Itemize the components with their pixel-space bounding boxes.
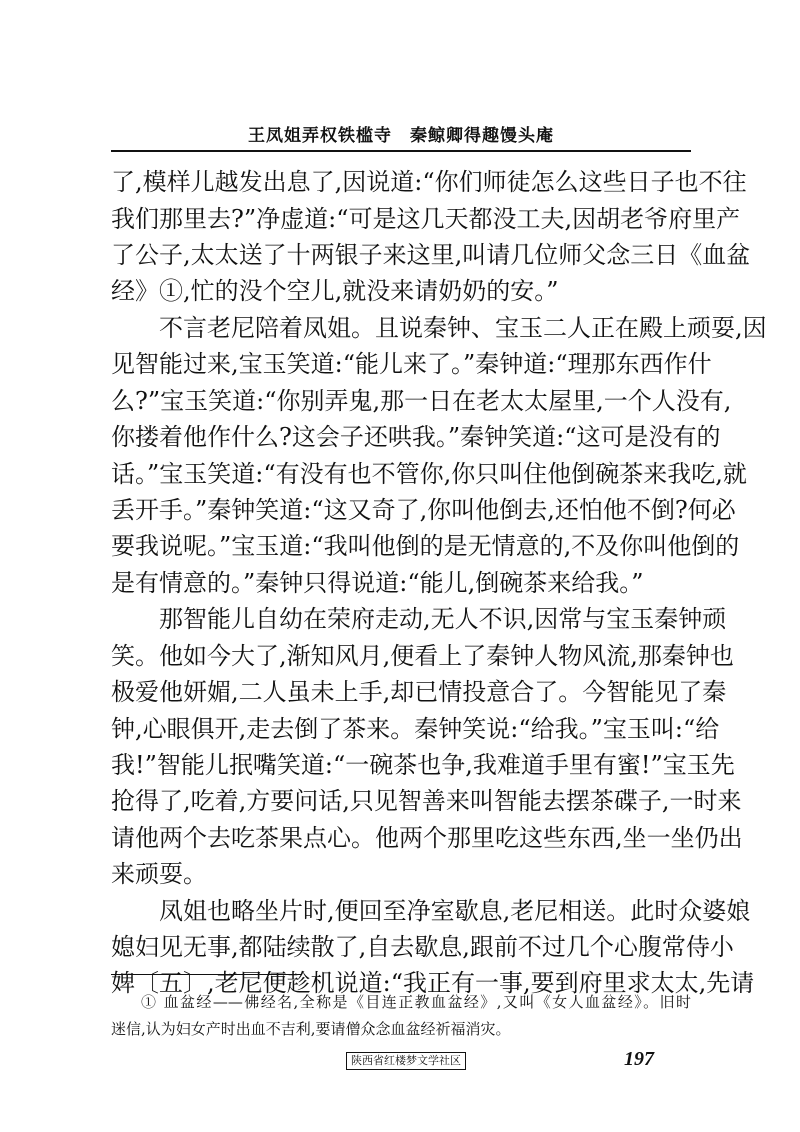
body-line: 了,模样儿越发出息了,因说道:“你们师徒怎么这些日子也不往	[111, 168, 747, 196]
body-line: 凤姐也略坐片时,便回至净室歇息,老尼相送。此时众婆娘	[159, 897, 751, 925]
body-line: 那智能儿自幼在荣府走动,无人不识,因常与宝玉秦钟顽	[159, 605, 727, 633]
body-line: 经》①,忙的没个空儿,就没来请奶奶的安。”	[111, 277, 559, 305]
body-line: 极爱他妍媚,二人虽未上手,却已情投意合了。今智能见了秦	[111, 678, 727, 706]
body-line: 要我说呢。”宝玉道:“我叫他倒的是无情意的,不及你叫他倒的	[111, 532, 740, 560]
body-line: 你搂着他作什么?这会子还哄我。”秦钟笑道:“这可是没有的	[111, 423, 721, 451]
body-line: 笑。他如今大了,渐知风月,便看上了秦钟人物风流,那秦钟也	[111, 642, 734, 670]
body-line: 钟,心眼俱开,走去倒了茶来。秦钟笑说:“给我。”宝玉叫:“给	[111, 715, 720, 743]
body-line: 丢开手。”秦钟笑道:“这又奇了,你叫他倒去,还怕他不倒?何必	[111, 496, 736, 524]
running-head-left: 王凤姐弄权铁槛寺	[248, 126, 392, 146]
body-line: 请他两个去吃茶果点心。他两个那里吃这些东西,坐一坐仍出	[111, 824, 743, 852]
body-line: 婢〔五〕,老尼便趁机说道:“我正有一事,要到府里求太太,先请	[111, 969, 755, 997]
body-line: 抢得了,吃着,方要问话,只见智善来叫智能去摆茶碟子,一时来	[111, 787, 742, 815]
running-head-right: 秦鲸卿得趣馒头庵	[410, 126, 554, 146]
header-rule	[111, 150, 691, 152]
footnote-line-2: 迷信,认为妇女产时出血不吉利,要请僧众念血盆经祈福消灾。	[111, 1020, 511, 1038]
body-line	[111, 932, 734, 962]
body-line: 媳妇见无事,都陆续散了,自去歇息,跟前不过几个心腹常侍小	[111, 933, 734, 961]
footnote-line-1: ① 血盆经——佛经名,全称是《目连正教血盆经》,又叫《女人血盆经》。旧时	[141, 993, 691, 1011]
body-line: 我!”智能儿抿嘴笑道:“一碗茶也争,我难道手里有蜜!”宝玉先	[111, 751, 735, 779]
body-line: 不言老尼陪着凤姐。且说秦钟、宝玉二人正在殿上顽耍,因	[159, 314, 767, 342]
body-line: 来顽耍。	[111, 860, 207, 888]
body-line: 我们那里去?”净虚道:“可是这几天都没工夫,因胡老爷府里产	[111, 205, 741, 233]
body-line: 话。”宝玉笑道:“有没有也不管你,你只叫住他倒碗茶来我吃,就	[111, 460, 747, 488]
body-line: 是有情意的。”秦钟只得说道:“能儿,倒碗茶来给我。”	[111, 569, 644, 597]
library-stamp: 陕西省红楼梦文学社区	[346, 1052, 466, 1070]
body-line: 么?”宝玉笑道:“你别弄鬼,那一日在老太太屋里,一个人没有,	[111, 387, 732, 415]
body-line: 见智能过来,宝玉笑道:“能儿来了。”秦钟道:“理那东西作什	[111, 350, 712, 378]
running-head	[111, 121, 691, 146]
body-line: 了公子,太太送了十两银子来这里,叫请几位师父念三日《血盆	[111, 241, 751, 269]
page-number: 197	[624, 1048, 654, 1070]
